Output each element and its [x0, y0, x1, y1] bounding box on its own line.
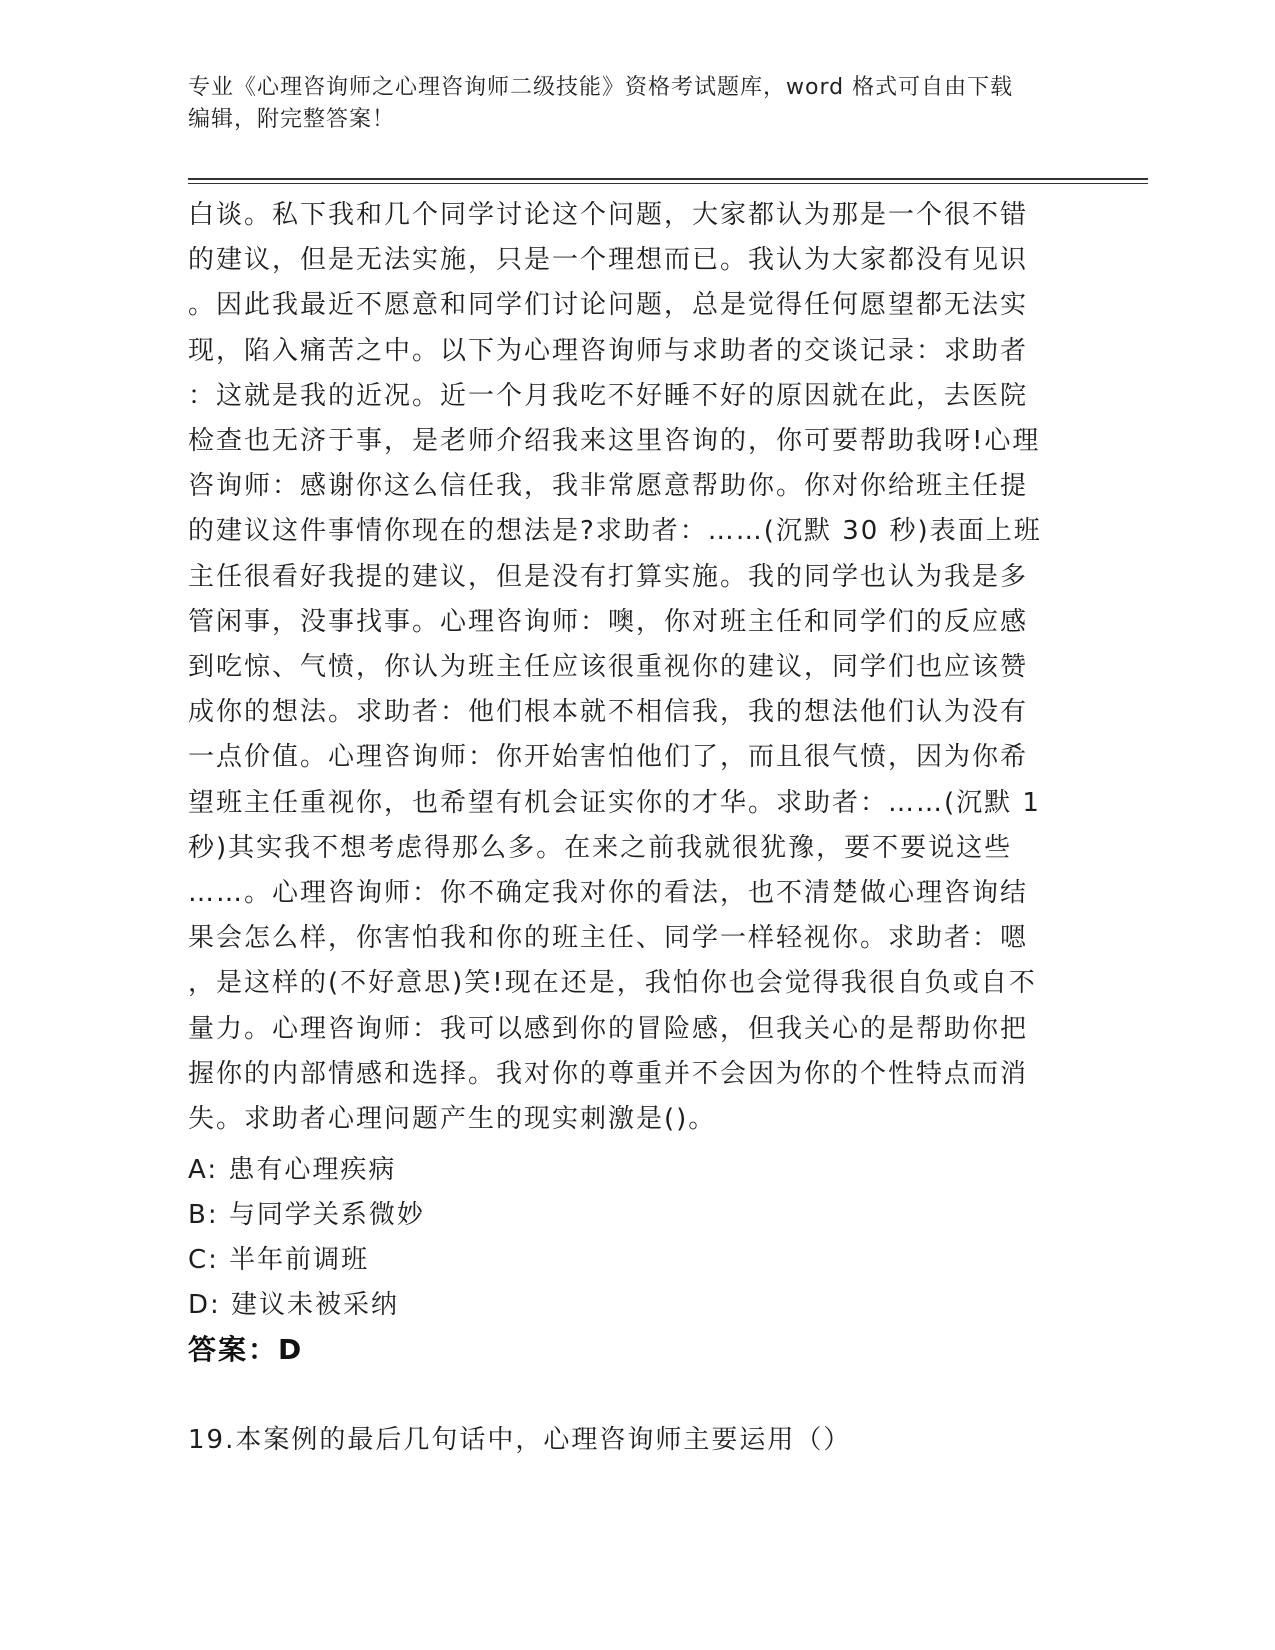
option-d: D: 建议未被采纳: [188, 1290, 400, 1320]
header-rule-thin: [188, 183, 1148, 184]
passage-line: 失。求助者心理问题产生的现实刺激是()。: [188, 1104, 717, 1135]
passage-line: 到吃惊、气愤，你认为班主任应该很重视你的建议，同学们也应该赞: [188, 652, 1029, 683]
passage-line: 的建议这件事情你现在的想法是?求助者：……(沉默 30 秒)表面上班: [188, 516, 1042, 547]
passage-line: ……。心理咨询师：你不确定我对你的看法，也不清楚做心理咨询结: [188, 878, 1029, 909]
passage-line: 管闲事，没事找事。心理咨询师：噢，你对班主任和同学们的反应感: [188, 606, 1029, 637]
passage-line: 的建议，但是无法实施，只是一个理想而已。我认为大家都没有见识: [188, 245, 1029, 276]
passage-line: 望班主任重视你，也希望有机会证实你的才华。求助者：……(沉默 1: [188, 787, 1041, 818]
passage-line: 主任很看好我提的建议，但是没有打算实施。我的同学也认为我是多: [188, 561, 1029, 592]
passage-line: 。因此我最近不愿意和同学们讨论问题，总是觉得任何愿望都无法实: [188, 290, 1029, 321]
passage-line: ，是这样的(不好意思)笑!现在还是，我怕你也会觉得我很自负或自不: [188, 968, 1037, 999]
passage-line: 量力。心理咨询师：我可以感到你的冒险感，但我关心的是帮助你把: [188, 1013, 1029, 1044]
question-passage: [188, 193, 1088, 1142]
passage-line: 白谈。私下我和几个同学讨论这个问题，大家都认为那是一个很不错: [188, 200, 1029, 230]
passage-line: 果会怎么样，你害怕我和你的班主任、同学一样轻视你。求助者：嗯: [188, 923, 1029, 954]
header-line-1: 专业《心理咨询师之心理咨询师二级技能》资格考试题库，word 格式可自由下载: [188, 75, 1014, 100]
passage-line: 现，陷入痛苦之中。以下为心理咨询师与求助者的交谈记录：求助者: [188, 335, 1029, 366]
answer-key: 答案：D: [188, 1333, 304, 1366]
answer-options: [188, 1148, 425, 1328]
header-rule-thick: [188, 178, 1148, 180]
passage-line: 秒)其实我不想考虑得那么多。在来之前我就很犹豫，要不要说这些: [188, 832, 1013, 863]
option-c: C: 半年前调班: [188, 1245, 370, 1275]
passage-line: 握你的内部情感和选择。我对你的尊重并不会因为你的个性特点而消: [188, 1058, 1029, 1089]
passage-line: 一点价值。心理咨询师：你开始害怕他们了，而且很气愤，因为你希: [188, 742, 1029, 773]
document-header: [188, 72, 1068, 136]
passage-line: 检查也无济于事，是老师介绍我来这里咨询的，你可要帮助我呀!心理: [188, 426, 1041, 457]
passage-line: ：这就是我的近况。近一个月我吃不好睡不好的原因就在此，去医院: [188, 380, 1029, 411]
option-b: B: 与同学关系微妙: [188, 1200, 425, 1230]
next-question-title: 19.本案例的最后几句话中，心理咨询师主要运用（）: [188, 1425, 852, 1455]
passage-line: 成你的想法。求助者：他们根本就不相信我，我的想法他们认为没有: [188, 697, 1029, 728]
option-a: A: 患有心理疾病: [188, 1155, 397, 1185]
header-line-2: 编辑，附完整答案！: [188, 107, 396, 132]
passage-line: 咨询师：感谢你这么信任我，我非常愿意帮助你。你对你给班主任提: [188, 471, 1029, 502]
